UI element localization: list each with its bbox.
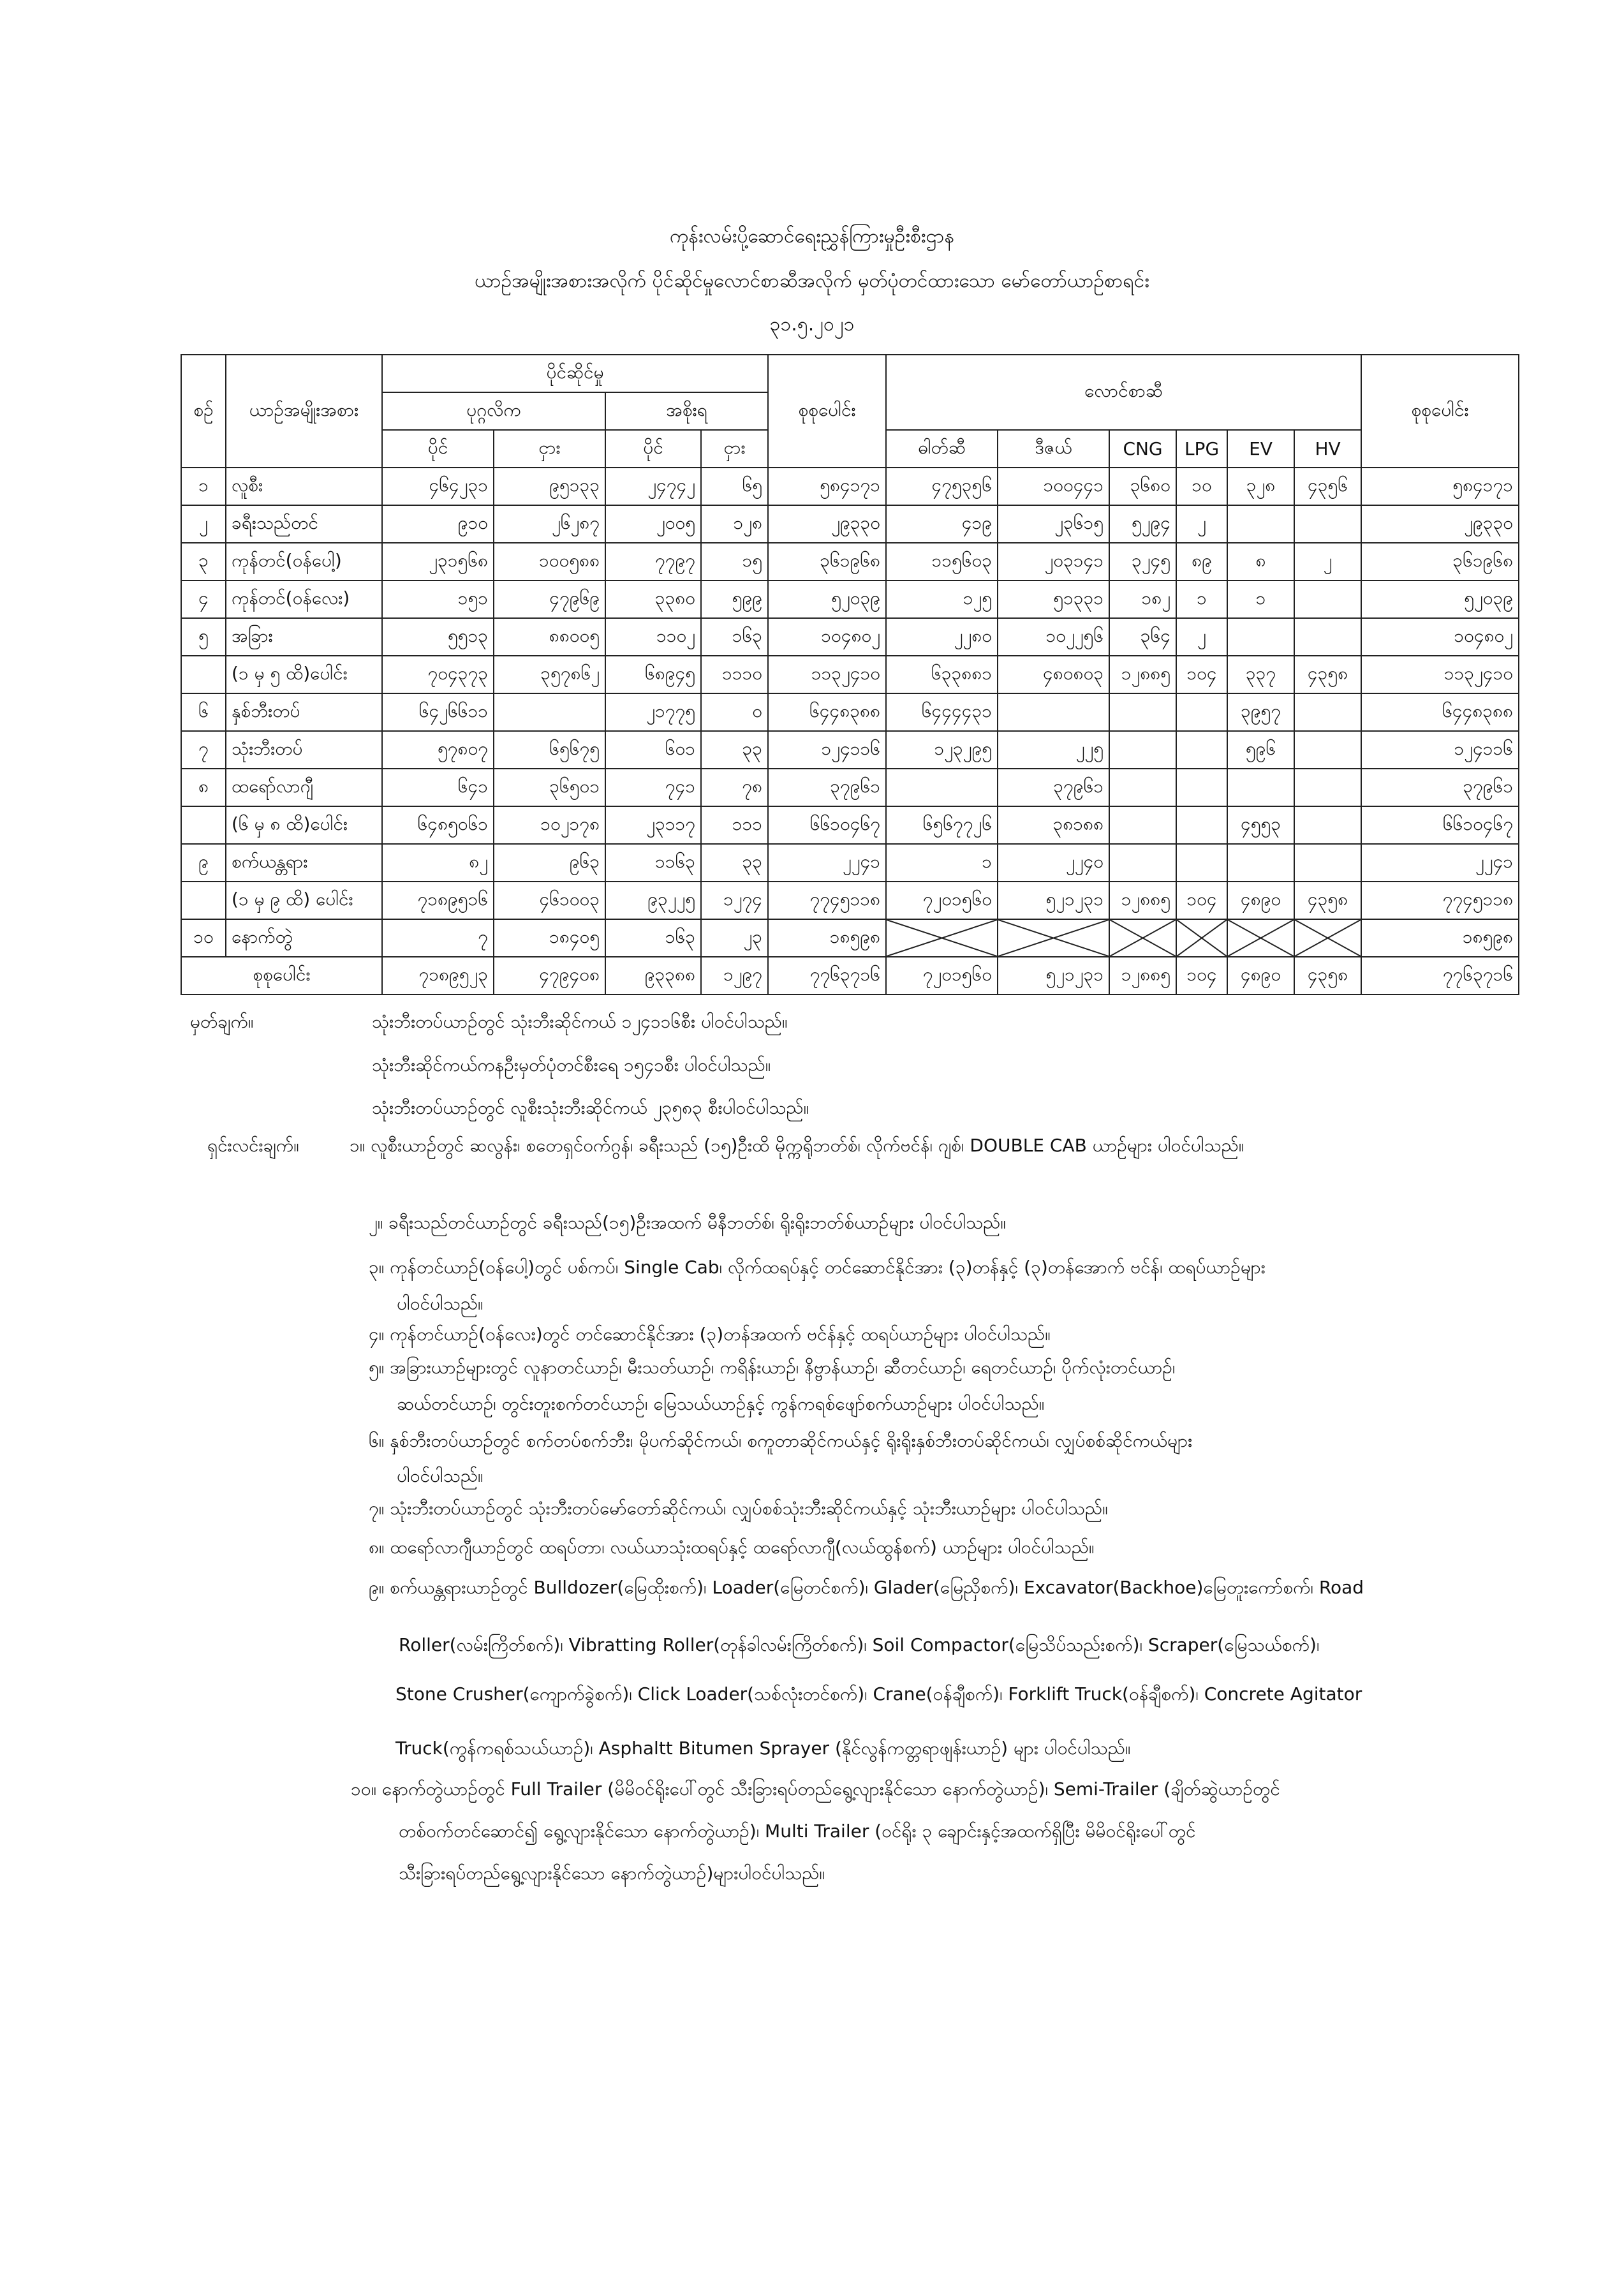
cell-value: ၂ <box>1176 618 1227 656</box>
explanation-item: ၅။ အခြားယာဉ်များတွင် လူနာတင်ယာဉ်၊ မီးသတ်ယာဉ်၊ ကရိန်းယာဉ်၊ နိဗ္ဗာန်ယာဉ်၊ ဆီတင်ယာဉ်၊ ရေတင်ယာဉ်၊ ပိုက်လုံးတင်ယာဉ်၊ <box>369 1357 1176 1378</box>
cell-value: ၇၇၆၃၇၁၆ <box>768 957 886 994</box>
table-row <box>181 919 1519 957</box>
cell-value: ၆၄၄၄၄၃၁ <box>886 693 998 731</box>
cell-value: ၁၈၂ <box>1109 580 1176 618</box>
row-type: အခြား <box>226 618 382 656</box>
cell-value: ၄၃၅၆ <box>1294 468 1361 505</box>
table-row <box>181 656 1519 693</box>
header-fuel-cng: CNG <box>1109 430 1176 468</box>
cell-value: ၅၈၄၁၇၁ <box>1361 468 1519 505</box>
cell-value: ၄၃၅၈ <box>1294 957 1361 994</box>
crossed-out-cell <box>998 919 1109 957</box>
row-serial: ၆ <box>181 693 226 731</box>
cell-value: ၁၈၄၀၅ <box>494 919 605 957</box>
cell-value: ၆၄၂၆၆၁၁ <box>382 693 494 731</box>
cell-value: ၁၂၄၁၁၆ <box>768 731 886 769</box>
row-serial: ၄ <box>181 580 226 618</box>
row-serial <box>181 882 226 919</box>
cell-value: ၉၃၃၈၈ <box>605 957 701 994</box>
cross-mark <box>887 920 997 956</box>
row-type: လူစီး <box>226 468 382 505</box>
cell-value: ၁ <box>1176 580 1227 618</box>
cell-value: ၁ <box>1227 580 1294 618</box>
cell-value <box>494 693 605 731</box>
cell-value: ၁၁၅၆၀၃ <box>886 543 998 580</box>
cell-value: ၃၂၄၅ <box>1109 543 1176 580</box>
remarks-line: သုံးဘီးတပ်ယာဉ်တွင် သုံးဘီးဆိုင်ကယ် ၁၂၄၁၁၆စီး ပါဝင်ပါသည်။ <box>372 1011 788 1032</box>
cell-value: ၆၄၄၈၃၈၈ <box>1361 693 1519 731</box>
cell-value: ၁၂၄၁၁၆ <box>1361 731 1519 769</box>
cell-value: ၄၇၉၆၉ <box>494 580 605 618</box>
explanation-item: ၆။ နှစ်ဘီးတပ်ယာဉ်တွင် စက်တပ်စက်ဘီး၊ မိုပက်ဆိုင်ကယ်၊ စကူတာဆိုင်ကယ်နှင့် ရိုးရိုးနှစ်ဘီးတပ်ဆိုင်ကယ်၊ လျှပ်စစ်ဆိုင်ကယ်များ <box>369 1430 1193 1451</box>
cell-value: ၆၅ <box>701 468 768 505</box>
row-serial: ၃ <box>181 543 226 580</box>
cell-value: ၄၆၁၀၀၃ <box>494 882 605 919</box>
table-row <box>181 957 1519 994</box>
cell-value: ၂ <box>1294 543 1361 580</box>
cell-value: ၁၀၀၄၄၁ <box>998 468 1109 505</box>
cell-value: ၃၃၈၀ <box>605 580 701 618</box>
cell-value: ၄၈၉၀ <box>1227 957 1294 994</box>
cell-value: ၄၃၅၈ <box>1294 656 1361 693</box>
explanation-item: ၁။ လူစီးယာဉ်တွင် ဆလွန်း၊ စတေရှင်ဝက်ဂွန်၊ ခရီးသည် (၁၅)ဦးထိ မိုက္ကရိုဘတ်စ်၊ လိုက်ဗင်န်၊ ဂျစ်၊ DOUBLE CAB ယာဉ်များ ပါဝင်ပါသည်။ <box>350 1135 1244 1156</box>
cell-value: ၂၉၃၃၀ <box>1361 505 1519 543</box>
cell-value: ၁၁၁ <box>701 806 768 844</box>
row-serial: ၁ <box>181 468 226 505</box>
cell-value: ၆၄၁ <box>382 769 494 806</box>
explanation-item: ၉။ စက်ယန္တရားယာဉ်တွင် Bulldozer(မြေထိုးစက်)၊ Loader(မြေတင်စက်)၊ Glader(မြေညှိစက်)၊ Excavator(Backhoe)မြေတူးကော်စက်၊ Road <box>369 1577 1364 1598</box>
cell-value: ၃၃ <box>701 844 768 882</box>
cell-value: ၆၄၈၅၀၆၁ <box>382 806 494 844</box>
cell-value: ၃၆၈၀ <box>1109 468 1176 505</box>
cell-value: ၇၀၄၃၇၃ <box>382 656 494 693</box>
report-date: ၃၁.၅.၂၀၂၁ <box>769 313 855 336</box>
cell-value: ၉၆၃ <box>494 844 605 882</box>
vehicle-registration-table <box>181 354 1519 995</box>
cell-value: ၃၃၇ <box>1227 656 1294 693</box>
cell-value: ၁၀၄ <box>1176 882 1227 919</box>
cell-value: ၅၂၁၂၃၁ <box>998 882 1109 919</box>
cell-value: ၇၈ <box>701 769 768 806</box>
cell-value: ၁၀၀၅၈၈ <box>494 543 605 580</box>
cell-value: ၇၁၈၉၅၂၃ <box>382 957 494 994</box>
explanation-item: Truck(ကွန်ကရစ်သယ်ယာဉ်)၊ Asphaltt Bitumen Sprayer (နိုင်လွန်ကတ္တရာဖျန်းယာဉ်) များ ပါဝင်ပါသည်။ <box>395 1738 1131 1759</box>
cell-value: ၇၇၉၇ <box>605 543 701 580</box>
row-type: ကုန်တင်(ဝန်ပေါ့) <box>226 543 382 580</box>
cell-value: ၃၂၈ <box>1227 468 1294 505</box>
cell-value: ၆၅၆၇၅ <box>494 731 605 769</box>
cell-value <box>1176 693 1227 731</box>
table-row <box>181 505 1519 543</box>
cell-value: ၄၇၅၃၅၆ <box>886 468 998 505</box>
row-type: (၁ မှ ၅ ထိ)ပေါင်း <box>226 656 382 693</box>
cell-value: ၂၃၁၁၇ <box>605 806 701 844</box>
explanation-item: ၁၀။ နောက်တွဲယာဉ်တွင် Full Trailer (မိမိဝင်ရိုးပေါ်တွင် သီးခြားရပ်တည်ရွေ့လျားနိုင်သော နောက်တွဲယာဉ်)၊ Semi-Trailer (ချိတ်ဆွဲယာဉ်တွင် <box>351 1778 1280 1800</box>
cell-value: ၃၅၇၈၆၂ <box>494 656 605 693</box>
cell-value: ၁၂၃၂၉၅ <box>886 731 998 769</box>
cell-value <box>1176 844 1227 882</box>
explanation-item: ၈။ ထရော်လာဂျီယာဉ်တွင် ထရပ်တာ၊ လယ်ယာသုံးထရပ်နှင့် ထရော်လာဂျီ(လယ်ထွန်စက်) ယာဉ်များ ပါဝင်ပါသည်။ <box>369 1537 1095 1558</box>
cell-value <box>1294 844 1361 882</box>
row-type: သုံးဘီးတပ် <box>226 731 382 769</box>
cell-value: ၂၃၁၅၆၈ <box>382 543 494 580</box>
cell-value: ၄၁၉ <box>886 505 998 543</box>
explanation-item: တစ်ဝက်တင်ဆောင်၍ ရွေ့လျားနိုင်သော နောက်တွဲယာဉ်)၊ Multi Trailer (ဝင်ရိုး ၃ ချောင်းနှင့်အထက်ရှိပြီး မိမိဝင်ရိုးပေါ်တွင် <box>399 1821 1196 1842</box>
department-title: ကုန်းလမ်းပို့ဆောင်ရေးညွှန်ကြားမှုဦးစီးဌာန <box>670 225 954 248</box>
explanation-item: ပါဝင်ပါသည်။ <box>397 1293 484 1314</box>
cell-value: ၁ <box>886 844 998 882</box>
cell-value: ၆၀၁ <box>605 731 701 769</box>
cell-value: ၃၆၅၀၁ <box>494 769 605 806</box>
cell-value: ၃၃ <box>701 731 768 769</box>
cell-value: ၁၈၅၉၈ <box>1361 919 1519 957</box>
header-govt-rent: ငှား <box>701 430 768 468</box>
cross-mark <box>1228 920 1294 956</box>
cell-value: ၄၈၉၀ <box>1227 882 1294 919</box>
cell-value: ၃၇၉၆၁ <box>998 769 1109 806</box>
cell-value: ၅၈၄၁၇၁ <box>768 468 886 505</box>
cell-value: ၃၆၁၉၆၈ <box>768 543 886 580</box>
explanation-item: ၃။ ကုန်တင်ယာဉ်(ဝန်ပေါ့)တွင် ပစ်ကပ်၊ Single Cab၊ လိုက်ထရပ်နှင့် တင်ဆောင်နိုင်အား (၃)တန်နှင့် (၃)တန်အောက် ဗင်န်၊ ထရပ်ယာဉ်များ <box>369 1257 1266 1278</box>
cell-value: ၂၀၀၅ <box>605 505 701 543</box>
cell-value <box>1227 505 1294 543</box>
cell-value: ၁၂၇၄ <box>701 882 768 919</box>
cell-value <box>1176 806 1227 844</box>
header-private-own: ပိုင် <box>382 430 494 468</box>
header-subtotal: စုစုပေါင်း <box>768 355 886 468</box>
cell-value: ၁၁၁၀ <box>701 656 768 693</box>
cell-value: ၆၆၁၀၄၆၇ <box>1361 806 1519 844</box>
cell-value: ၃၆၁၉၆၈ <box>1361 543 1519 580</box>
cell-value <box>1109 806 1176 844</box>
cell-value: ၁၈၅၉၈ <box>768 919 886 957</box>
cell-value: ၁၀၄၈၀၂ <box>1361 618 1519 656</box>
cell-value <box>1109 731 1176 769</box>
cell-value: ၁၀ <box>1176 468 1227 505</box>
cell-value: ၁၀၄ <box>1176 656 1227 693</box>
cell-value <box>1109 769 1176 806</box>
cell-value: ၁၀၂၂၅၆ <box>998 618 1109 656</box>
header-vehicle-type: ယာဉ်အမျိုးအစား <box>226 355 382 468</box>
cell-value: ၀ <box>701 693 768 731</box>
cell-value <box>886 769 998 806</box>
cell-value <box>1294 580 1361 618</box>
header-govt-own: ပိုင် <box>605 430 701 468</box>
cell-value: ၇၇၆၃၇၁၆ <box>1361 957 1519 994</box>
cell-value: ၅၂၁၂၃၁ <box>998 957 1109 994</box>
cell-value: ၂၉၃၃၀ <box>768 505 886 543</box>
cell-value <box>1294 618 1361 656</box>
explanation-item: ဆယ်တင်ယာဉ်၊ တွင်းတူးစက်တင်ယာဉ်၊ မြေသယ်ယာဉ်နှင့် ကွန်ကရစ်ဖျော်စက်ယာဉ်များ ပါဝင်ပါသည်။ <box>397 1393 1045 1414</box>
header-total: စုစုပေါင်း <box>1361 355 1519 468</box>
crossed-out-cell <box>1227 919 1294 957</box>
cell-value: ၂၂၅ <box>998 731 1109 769</box>
header-fuel-lpg: LPG <box>1176 430 1227 468</box>
cell-value: ၄၇၉၄၀၈ <box>494 957 605 994</box>
header-fuel-hv: HV <box>1294 430 1361 468</box>
cell-value: ၃၉၅၇ <box>1227 693 1294 731</box>
cell-value: ၁၆၃ <box>605 919 701 957</box>
cell-value: ၅၉၆ <box>1227 731 1294 769</box>
row-serial: ၇ <box>181 731 226 769</box>
header-fuel: လောင်စာဆီ <box>886 355 1361 430</box>
cell-value: ၅၉၉ <box>701 580 768 618</box>
cell-value: ၅၅၁၃ <box>382 618 494 656</box>
cell-value <box>1294 731 1361 769</box>
crossed-out-cell <box>1176 919 1227 957</box>
crossed-out-cell <box>1109 919 1176 957</box>
cell-value: ၆၄၄၈၃၈၈ <box>768 693 886 731</box>
cell-value <box>1109 844 1176 882</box>
row-type: (၆ မှ ၈ ထိ)ပေါင်း <box>226 806 382 844</box>
row-type: ကုန်တင်(ဝန်လေး) <box>226 580 382 618</box>
cell-value: ၁၁၀၂ <box>605 618 701 656</box>
cell-value: ၃၆၄ <box>1109 618 1176 656</box>
crossed-out-cell <box>886 919 998 957</box>
cell-value: ၁၂၈၈၅ <box>1109 957 1176 994</box>
explanation-item: Roller(လမ်းကြိတ်စက်)၊ Vibratting Roller(တုန်ခါလမ်းကြိတ်စက်)၊ Soil Compactor(မြေသိပ်သည်းစက်)၊ Scraper(မြေသယ်စက်)၊ <box>399 1634 1320 1655</box>
cell-value: ၁၁၃၂၄၁၀ <box>1361 656 1519 693</box>
row-serial: ၈ <box>181 769 226 806</box>
cell-value: ၂၄၇၄၂ <box>605 468 701 505</box>
cell-value: ၇၁၈၉၅၁၆ <box>382 882 494 919</box>
cell-value: ၂၂၈၀ <box>886 618 998 656</box>
table-row <box>181 769 1519 806</box>
cell-value: ၅၁၃၃၁ <box>998 580 1109 618</box>
cell-value <box>1294 806 1361 844</box>
remarks-line: သုံးဘီးဆိုင်ကယ်ကနဦးမှတ်ပုံတင်စီးရေ ၁၅၄၁စီး ပါဝင်ပါသည်။ <box>372 1054 771 1075</box>
row-type: (၁ မှ ၉ ထိ) ပေါင်း <box>226 882 382 919</box>
cell-value: ၅၂၀၃၉ <box>1361 580 1519 618</box>
cell-value: ၂ <box>1176 505 1227 543</box>
cell-value: ၂၂၄၀ <box>998 844 1109 882</box>
header-private-rent: ငှား <box>494 430 605 468</box>
cell-value <box>1227 618 1294 656</box>
cell-value <box>1294 693 1361 731</box>
table-row <box>181 618 1519 656</box>
row-type: နှစ်ဘီးတပ် <box>226 693 382 731</box>
remarks-label: မှတ်ချက်။ <box>190 1011 254 1032</box>
table-row <box>181 806 1519 844</box>
row-serial <box>181 656 226 693</box>
table-row <box>181 882 1519 919</box>
cell-value: ၇၇၄၅၁၁၈ <box>1361 882 1519 919</box>
cell-value: ၂၃ <box>701 919 768 957</box>
table-row <box>181 731 1519 769</box>
explanation-item: ၇။ သုံးဘီးတပ်ယာဉ်တွင် သုံးဘီးတပ်မော်တော်ဆိုင်ကယ်၊ လျှပ်စစ်သုံးဘီးဆိုင်ကယ်နှင့် သုံးဘီးယာဉ်များ ပါဝင်ပါသည်။ <box>369 1498 1108 1519</box>
cell-value: ၅၂၀၃၉ <box>768 580 886 618</box>
header-serial: စဉ် <box>181 355 226 468</box>
cell-value: ၂၂၄၁ <box>768 844 886 882</box>
remarks-line: သုံးဘီးတပ်ယာဉ်တွင် လူစီးသုံးဘီးဆိုင်ကယ် ၂၃၅၈၃ စီးပါဝင်ပါသည်။ <box>372 1097 809 1118</box>
cross-mark <box>1110 920 1176 956</box>
cell-value <box>1227 844 1294 882</box>
cell-value: ၂၃၆၁၅ <box>998 505 1109 543</box>
cell-value: ၆၆၁၀၄၆၇ <box>768 806 886 844</box>
explanation-item: သီးခြားရပ်တည်ရွေ့လျားနိုင်သော နောက်တွဲယာဉ်)များပါဝင်ပါသည်။ <box>399 1863 825 1884</box>
row-serial: ၂ <box>181 505 226 543</box>
table-row <box>181 468 1519 505</box>
table-row <box>181 580 1519 618</box>
cell-value: ၁၂၈၈၅ <box>1109 656 1176 693</box>
cell-value <box>1176 731 1227 769</box>
cell-value: ၃၈၁၈၈ <box>998 806 1109 844</box>
report-title: ယာဉ်အမျိုးအစားအလိုက် ပိုင်ဆိုင်မှုလောင်စာဆီအလိုက် မှတ်ပုံတင်ထားသော မော်တော်ယာဉ်စာရင်း <box>475 270 1149 292</box>
cell-value: ၁၂၅ <box>886 580 998 618</box>
cell-value: ၇၄၁ <box>605 769 701 806</box>
cell-value: ၁၅ <box>701 543 768 580</box>
cell-value: ၁၀၄ <box>1176 957 1227 994</box>
cell-value: ၄၃၅၈ <box>1294 882 1361 919</box>
cell-value <box>1294 505 1361 543</box>
cell-value: ၉၁၀ <box>382 505 494 543</box>
explanation-item: ပါဝင်ပါသည်။ <box>397 1465 484 1486</box>
cell-value: ၂၀၃၁၄၁ <box>998 543 1109 580</box>
row-serial: ၉ <box>181 844 226 882</box>
cell-value: ၂၆၂၈၇ <box>494 505 605 543</box>
cell-value: ၅၇၈၀၇ <box>382 731 494 769</box>
row-serial <box>181 806 226 844</box>
explanation-item: ၂။ ခရီးသည်တင်ယာဉ်တွင် ခရီးသည်(၁၅)ဦးအထက် မီနီဘတ်စ်၊ ရိုးရိုးဘတ်စ်ယာဉ်များ ပါဝင်ပါသည်။ <box>369 1212 1006 1233</box>
cell-value: ၇ <box>382 919 494 957</box>
header-private: ပုဂ္ဂလိက <box>382 392 605 430</box>
cell-value: ၁၀၂၁၇၈ <box>494 806 605 844</box>
cell-value: ၈ <box>1227 543 1294 580</box>
cell-value: ၃၇၉၆၁ <box>1361 769 1519 806</box>
row-type: ခရီးသည်တင် <box>226 505 382 543</box>
row-type: ထရော်လာဂျီ <box>226 769 382 806</box>
header-fuel-ev: EV <box>1227 430 1294 468</box>
cell-value: ၂၁၇၇၅ <box>605 693 701 731</box>
cell-value: ၄၆၄၂၃၁ <box>382 468 494 505</box>
table-row <box>181 693 1519 731</box>
cross-mark <box>998 920 1109 956</box>
table-row <box>181 844 1519 882</box>
cell-value: ၃၇၉၆၁ <box>768 769 886 806</box>
explanation-item: ၄။ ကုန်တင်ယာဉ်(ဝန်လေး)တွင် တင်ဆောင်နိုင်အား (၃)တန်အထက် ဗင်န်နှင့် ထရပ်ယာဉ်များ ပါဝင်ပါသည်။ <box>369 1324 1051 1345</box>
cross-mark <box>1295 920 1361 956</box>
cell-value: ၇၂၀၁၅၆၀ <box>886 957 998 994</box>
cell-value: ၁၅၁ <box>382 580 494 618</box>
cell-value <box>1176 769 1227 806</box>
header-ownership: ပိုင်ဆိုင်မှု <box>382 355 768 392</box>
table-row <box>181 543 1519 580</box>
cell-value: ၉၃၂၂၅ <box>605 882 701 919</box>
cell-value: ၈၈၀၀၅ <box>494 618 605 656</box>
row-serial: ၅ <box>181 618 226 656</box>
cell-value <box>998 693 1109 731</box>
cell-value <box>1109 693 1176 731</box>
explanation-label: ရှင်းလင်းချက်။ <box>207 1135 299 1156</box>
cell-value: ၁၂၉၇ <box>701 957 768 994</box>
cell-value: ၁၁၃၂၄၁၀ <box>768 656 886 693</box>
cell-value: ၄၈၀၈၀၃ <box>998 656 1109 693</box>
cell-value: ၁၂၈ <box>701 505 768 543</box>
row-serial: ၁၀ <box>181 919 226 957</box>
cell-value: ၁၂၈၈၅ <box>1109 882 1176 919</box>
cell-value: ၁၆၃ <box>701 618 768 656</box>
cell-value <box>1294 769 1361 806</box>
header-fuel-1: ဓါတ်ဆီ <box>886 430 998 468</box>
cell-value: ၅၂၉၄ <box>1109 505 1176 543</box>
cell-value: ၆၃၃၈၈၁ <box>886 656 998 693</box>
row-type: စက်ယန္တရား <box>226 844 382 882</box>
cell-value: ၄၅၅၃ <box>1227 806 1294 844</box>
crossed-out-cell <box>1294 919 1361 957</box>
cell-value <box>1227 769 1294 806</box>
row-type: စုစုပေါင်း <box>181 957 382 994</box>
explanation-item: Stone Crusher(ကျောက်ခွဲစက်)၊ Click Loader(သစ်လုံးတင်စက်)၊ Crane(ဝန်ချီစက်)၊ Forklift Truck(ဝန်ချီစက်)၊ Concrete Agitator <box>395 1683 1362 1704</box>
cell-value: ၈၉ <box>1176 543 1227 580</box>
header-row-1 <box>181 355 1519 392</box>
cell-value: ၆၈၉၄၅ <box>605 656 701 693</box>
cell-value: ၁၁၆၃ <box>605 844 701 882</box>
cell-value: ၇၂၀၁၅၆၀ <box>886 882 998 919</box>
header-fuel-2: ဒီဇယ် <box>998 430 1109 468</box>
cell-value: ၈၂ <box>382 844 494 882</box>
cell-value: ၉၅၁၃၃ <box>494 468 605 505</box>
cell-value: ၆၅၆၇၇၂၆ <box>886 806 998 844</box>
header-government: အစိုးရ <box>605 392 768 430</box>
cell-value: ၂၂၄၁ <box>1361 844 1519 882</box>
cell-value: ၁၀၄၈၀၂ <box>768 618 886 656</box>
cell-value: ၇၇၄၅၁၁၈ <box>768 882 886 919</box>
row-type: နောက်တွဲ <box>226 919 382 957</box>
cross-mark <box>1177 920 1227 956</box>
